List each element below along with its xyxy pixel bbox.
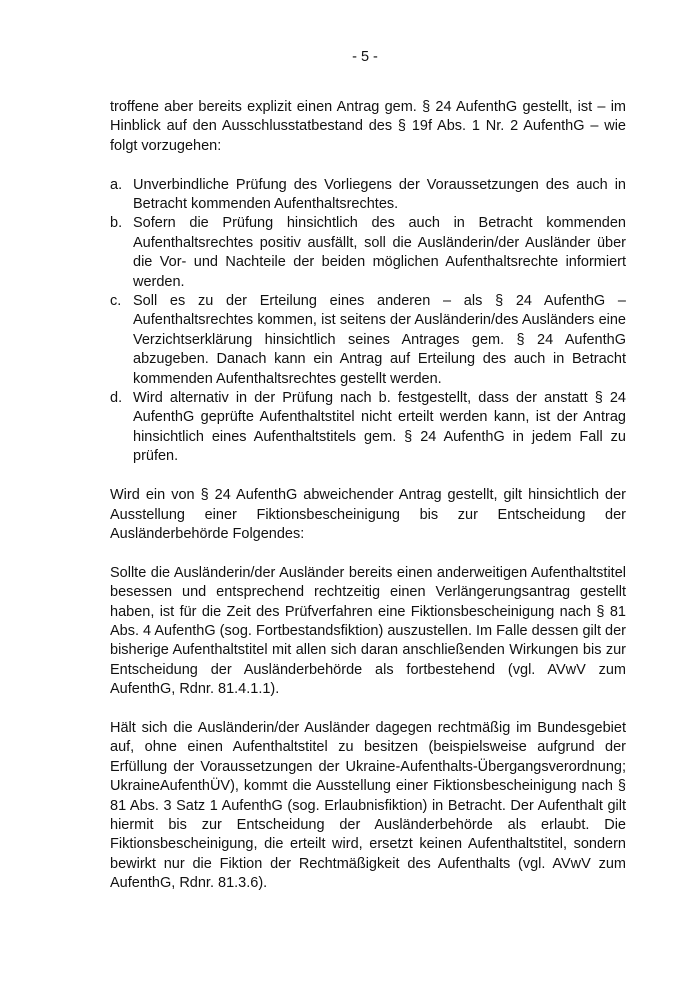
paragraph-antrag: Wird ein von § 24 AufenthG abweichender Antrag gestellt, gilt hinsichtlich der Ausstellung einer Fiktionsbescheinigung bis zur Entscheidung der Ausländerbehörde Folgendes: — [110, 487, 626, 542]
document-body — [110, 98, 626, 913]
list-item-text: Soll es zu der Erteilung eines anderen – als § 24 AufenthG – Aufenthaltsrechtes kommen, ist seitens der Ausländerin/des Ausländers eine Verzichtserklärung hinsichtlich seines Antrages gem. § 24 AufenthG abzugeben. Danach kann ein Antrag auf Erteilung des auch in Betracht kommenden Aufenthaltsrechtes gestellt werden. — [133, 293, 626, 387]
paragraph-erlaubnisfiktion: Hält sich die Ausländerin/der Ausländer dagegen rechtmäßig im Bundesgebiet auf, ohne einen Aufenthaltstitel zu besitzen (beispielsweise aufgrund der Erfüllung der Voraussetzungen der Ukraine-Aufenthalts-Übergangsverordnung; UkraineAufenthÜV), kommt die Ausstellung einer Fiktionsbescheinigung nach § 81 Abs. 3 Satz 1 AufenthG (sog. Erlaubnisfiktion) in Betracht. Der Aufenthalt gilt hiermit bis zur Entscheidung der Ausländerbehörde als erlaubt. Die Fiktionsbescheinigung, die erteilt wird, ersetzt keinen Aufenthaltstitel, sondern bewirkt nur die Fiktion der Rechtmäßigkeit des Aufenthalts (vgl. AVwV zum AufenthG, Rdnr. 81.3.6). — [110, 719, 626, 892]
page-number: - 5 - — [352, 49, 378, 65]
list-item — [110, 389, 626, 467]
list-marker: d. — [110, 390, 123, 407]
list-item — [110, 176, 626, 215]
list-marker: c. — [110, 293, 122, 310]
list-item-text: Unverbindliche Prüfung des Vorliegens der Voraussetzungen des auch in Betracht kommenden Aufenthaltsrechtes. — [133, 176, 626, 213]
list-item-text: Wird alternativ in der Prüfung nach b. festgestellt, dass der anstatt § 24 AufenthG geprüfte Aufenthaltstitel nicht erteilt werden kann, ist der Antrag hinsichtlich eines Aufenthaltstitels gem. § 24 AufenthG in jedem Fall zu prüfen. — [133, 390, 626, 465]
procedure-list — [110, 176, 626, 467]
paragraph-fortbestandsfiktion: Sollte die Ausländerin/der Ausländer bereits einen anderweitigen Aufenthaltstitel besessen und entsprechend rechtzeitig einen Verlängerungsantrag gestellt haben, ist für die Zeit des Prüfverfahren eine Fiktionsbescheinigung nach § 81 Abs. 4 AufenthG (sog. Fortbestandsfiktion) auszustellen. Im Falle dessen gilt der bisherige Aufenthaltstitel mit allen sich daran anschließenden Wirkungen bis zur Entscheidung der Ausländerbehörde als fortbestehend (vgl. AVwV zum AufenthG, Rdnr. 81.4.1.1). — [110, 564, 626, 698]
list-item-text: Sofern die Prüfung hinsichtlich des auch in Betracht kommenden Aufenthaltsrechtes positiv ausfällt, soll die Ausländerin/der Ausländer über die Vor- und Nachteile der beiden möglichen Aufenthaltsrechte informiert werden. — [133, 215, 626, 290]
intro-paragraph: troffene aber bereits explizit einen Antrag gem. § 24 AufenthG gestellt, ist – im Hinblick auf den Ausschlusstatbestand des § 19f Abs. 1 Nr. 2 AufenthG – wie folgt vorzugehen: — [110, 99, 626, 154]
list-marker: b. — [110, 215, 123, 232]
list-marker: a. — [110, 176, 123, 193]
list-item — [110, 214, 626, 292]
list-item — [110, 292, 626, 389]
